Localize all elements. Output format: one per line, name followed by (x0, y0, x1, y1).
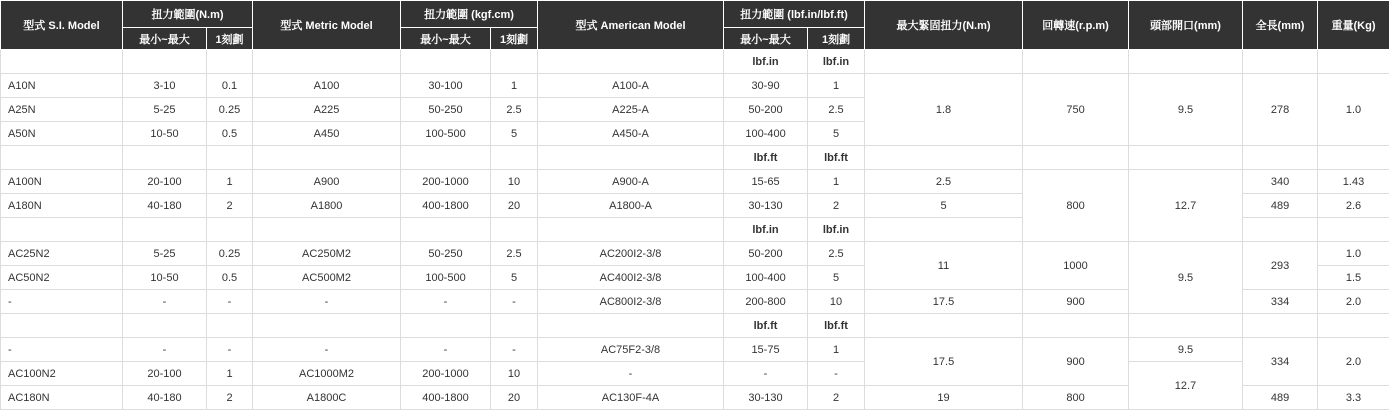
cell-lbf-range: - (724, 362, 808, 386)
cell-nm-range: 20-100 (123, 170, 207, 194)
header-speed: 回轉速(r.p.m) (1023, 1, 1129, 50)
cell-max-torque: 1.8 (865, 74, 1023, 146)
cell-max-torque: 5 (865, 194, 1023, 218)
cell-nm-grad: 0.5 (207, 122, 253, 146)
cell-si-model: - (1, 338, 123, 362)
unit-graduation: lbf.in (808, 218, 865, 242)
cell-kgf-range: 50-250 (401, 98, 491, 122)
cell-si-model: A180N (1, 194, 123, 218)
cell-lbf-grad: 5 (808, 266, 865, 290)
cell-kgf-range: 200-1000 (401, 362, 491, 386)
cell-metric-model: AC1000M2 (253, 362, 401, 386)
cell-lbf-range: 30-130 (724, 194, 808, 218)
cell-lbf-grad: 2 (808, 386, 865, 410)
header-weight: 重量(Kg) (1318, 1, 1389, 50)
table-row (1, 170, 1389, 194)
header-torque-kgfcm: 扭力範圍 (kgf.cm) (401, 1, 538, 28)
subheader-min-max-nm: 最小~最大 (123, 28, 207, 50)
cell-weight: 1.0 (1318, 74, 1389, 146)
cell-lbf-grad: 2.5 (808, 98, 865, 122)
cell-metric-model: AC250M2 (253, 242, 401, 266)
unit-row (1, 146, 1389, 170)
cell-speed: 800 (1023, 170, 1129, 242)
unit-range: lbf.ft (724, 314, 808, 338)
cell-nm-range: 5-25 (123, 98, 207, 122)
cell-length: 293 (1243, 242, 1318, 290)
cell-nm-grad: 0.5 (207, 266, 253, 290)
cell-nm-grad: 1 (207, 170, 253, 194)
header-head-opening: 頭部開口(mm) (1129, 1, 1243, 50)
cell-head-opening: 12.7 (1129, 362, 1243, 410)
cell-metric-model: - (253, 290, 401, 314)
cell-kgf-range: 100-500 (401, 266, 491, 290)
cell-kgf-range: 400-1800 (401, 194, 491, 218)
cell-lbf-range: 15-65 (724, 170, 808, 194)
cell-speed: 900 (1023, 290, 1129, 314)
cell-head-opening: 9.5 (1129, 338, 1243, 362)
cell-metric-model: A100 (253, 74, 401, 98)
cell-length: 340 (1243, 170, 1318, 194)
cell-nm-range: 3-10 (123, 74, 207, 98)
cell-si-model: AC100N2 (1, 362, 123, 386)
cell-si-model: A10N (1, 74, 123, 98)
cell-metric-model: A1800C (253, 386, 401, 410)
cell-lbf-grad: 1 (808, 170, 865, 194)
cell-max-torque: 2.5 (865, 170, 1023, 194)
cell-head-opening: 9.5 (1129, 242, 1243, 314)
subheader-graduation-nm: 1刻劃 (207, 28, 253, 50)
cell-nm-grad: 0.1 (207, 74, 253, 98)
cell-lbf-range: 200-800 (724, 290, 808, 314)
cell-kgf-range: 400-1800 (401, 386, 491, 410)
cell-speed: 900 (1023, 338, 1129, 386)
cell-head-opening: 12.7 (1129, 170, 1243, 242)
cell-nm-range: 40-180 (123, 386, 207, 410)
cell-kgf-range: 200-1000 (401, 170, 491, 194)
cell-head-opening: 9.5 (1129, 74, 1243, 146)
cell-max-torque: 17.5 (865, 338, 1023, 386)
cell-metric-model: A900 (253, 170, 401, 194)
cell-lbf-range: 50-200 (724, 242, 808, 266)
cell-nm-grad: - (207, 290, 253, 314)
cell-american-model: A450-A (538, 122, 724, 146)
cell-american-model: - (538, 362, 724, 386)
cell-nm-range: 10-50 (123, 122, 207, 146)
cell-weight: 2.0 (1318, 338, 1389, 386)
cell-lbf-grad: 1 (808, 338, 865, 362)
cell-lbf-range: 50-200 (724, 98, 808, 122)
unit-graduation: lbf.in (808, 50, 865, 74)
cell-max-torque: 19 (865, 386, 1023, 410)
cell-metric-model: A225 (253, 98, 401, 122)
cell-length: 334 (1243, 338, 1318, 386)
cell-american-model: A100-A (538, 74, 724, 98)
table-row (1, 74, 1389, 98)
table-row (1, 338, 1389, 362)
cell-american-model: AC130F-4A (538, 386, 724, 410)
cell-lbf-grad: - (808, 362, 865, 386)
cell-american-model: A900-A (538, 170, 724, 194)
cell-lbf-grad: 2.5 (808, 242, 865, 266)
cell-length: 334 (1243, 290, 1318, 314)
cell-american-model: A225-A (538, 98, 724, 122)
header-torque-nm: 扭力範圍(N.m) (123, 1, 253, 28)
unit-row (1, 50, 1389, 74)
cell-lbf-grad: 10 (808, 290, 865, 314)
cell-american-model: AC75F2-3/8 (538, 338, 724, 362)
cell-weight: 2.0 (1318, 290, 1389, 314)
cell-kgf-grad: 10 (491, 362, 538, 386)
cell-american-model: AC400I2-3/8 (538, 266, 724, 290)
cell-lbf-grad: 1 (808, 74, 865, 98)
cell-nm-range: - (123, 290, 207, 314)
cell-nm-range: 10-50 (123, 266, 207, 290)
unit-graduation: lbf.ft (808, 146, 865, 170)
cell-length: 278 (1243, 74, 1318, 146)
header-american-model: 型式 American Model (538, 1, 724, 50)
cell-lbf-range: 15-75 (724, 338, 808, 362)
cell-kgf-range: - (401, 338, 491, 362)
cell-nm-grad: - (207, 338, 253, 362)
cell-si-model: A100N (1, 170, 123, 194)
cell-nm-range: 20-100 (123, 362, 207, 386)
cell-kgf-grad: 10 (491, 170, 538, 194)
cell-kgf-range: 50-250 (401, 242, 491, 266)
cell-si-model: AC50N2 (1, 266, 123, 290)
cell-max-torque: 17.5 (865, 290, 1023, 314)
cell-max-torque: 11 (865, 242, 1023, 290)
unit-range: lbf.in (724, 50, 808, 74)
cell-kgf-grad: 5 (491, 266, 538, 290)
cell-american-model: AC800I2-3/8 (538, 290, 724, 314)
cell-kgf-grad: 2.5 (491, 242, 538, 266)
header-max-torque: 最大緊固扭力(N.m) (865, 1, 1023, 50)
cell-kgf-grad: 20 (491, 194, 538, 218)
cell-length: 489 (1243, 386, 1318, 410)
cell-si-model: AC25N2 (1, 242, 123, 266)
header-si-model: 型式 S.I. Model (1, 1, 123, 50)
cell-kgf-grad: 20 (491, 386, 538, 410)
subheader-min-max-kgfcm: 最小~最大 (401, 28, 491, 50)
cell-speed: 1000 (1023, 242, 1129, 290)
cell-length: 489 (1243, 194, 1318, 218)
cell-weight: 1.5 (1318, 266, 1389, 290)
cell-lbf-grad: 5 (808, 122, 865, 146)
cell-kgf-range: 30-100 (401, 74, 491, 98)
cell-weight: 1.0 (1318, 242, 1389, 266)
cell-kgf-grad: 5 (491, 122, 538, 146)
unit-graduation: lbf.ft (808, 314, 865, 338)
cell-nm-grad: 0.25 (207, 242, 253, 266)
cell-metric-model: - (253, 338, 401, 362)
cell-kgf-grad: 1 (491, 74, 538, 98)
cell-lbf-range: 30-130 (724, 386, 808, 410)
cell-lbf-grad: 2 (808, 194, 865, 218)
cell-nm-range: 40-180 (123, 194, 207, 218)
cell-kgf-grad: - (491, 290, 538, 314)
cell-kgf-range: 100-500 (401, 122, 491, 146)
cell-weight: 1.43 (1318, 170, 1389, 194)
cell-american-model: AC200I2-3/8 (538, 242, 724, 266)
cell-nm-grad: 1 (207, 362, 253, 386)
cell-metric-model: A450 (253, 122, 401, 146)
subheader-min-max-lbf: 最小~最大 (724, 28, 808, 50)
cell-lbf-range: 100-400 (724, 122, 808, 146)
cell-si-model: A25N (1, 98, 123, 122)
cell-kgf-grad: 2.5 (491, 98, 538, 122)
cell-nm-range: 5-25 (123, 242, 207, 266)
cell-nm-grad: 2 (207, 194, 253, 218)
cell-metric-model: AC500M2 (253, 266, 401, 290)
cell-si-model: - (1, 290, 123, 314)
unit-range: lbf.in (724, 218, 808, 242)
cell-speed: 800 (1023, 386, 1129, 410)
unit-range: lbf.ft (724, 146, 808, 170)
unit-row (1, 314, 1389, 338)
cell-si-model: AC180N (1, 386, 123, 410)
cell-lbf-range: 30-90 (724, 74, 808, 98)
cell-si-model: A50N (1, 122, 123, 146)
cell-weight: 2.6 (1318, 194, 1389, 218)
header-torque-lbf: 扭力範圍 (lbf.in/lbf.ft) (724, 1, 865, 28)
header-length: 全長(mm) (1243, 1, 1318, 50)
cell-speed: 750 (1023, 74, 1129, 146)
subheader-graduation-lbf: 1刻劃 (808, 28, 865, 50)
cell-lbf-range: 100-400 (724, 266, 808, 290)
cell-nm-grad: 2 (207, 386, 253, 410)
table-row (1, 242, 1389, 266)
cell-nm-grad: 0.25 (207, 98, 253, 122)
cell-nm-range: - (123, 338, 207, 362)
cell-american-model: A1800-A (538, 194, 724, 218)
table-row (1, 362, 1389, 386)
subheader-graduation-kgfcm: 1刻劃 (491, 28, 538, 50)
cell-kgf-grad: - (491, 338, 538, 362)
cell-weight: 3.3 (1318, 386, 1389, 410)
cell-metric-model: A1800 (253, 194, 401, 218)
cell-kgf-range: - (401, 290, 491, 314)
header-metric-model: 型式 Metric Model (253, 1, 401, 50)
